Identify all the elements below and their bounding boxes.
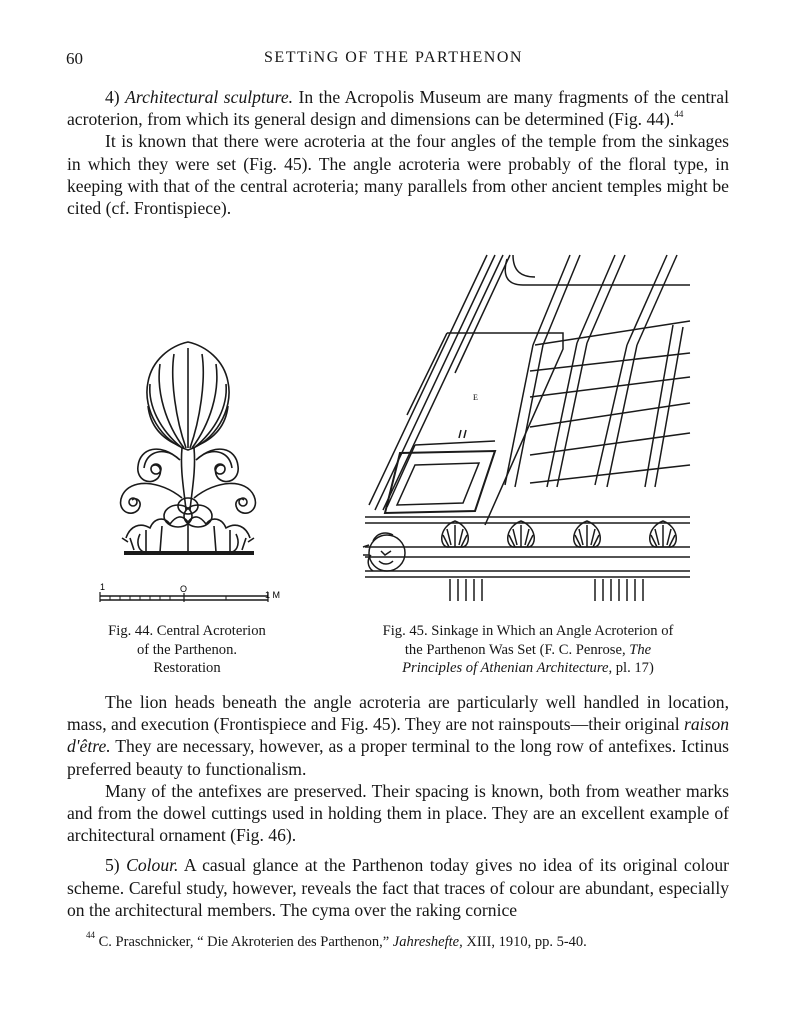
lion-heads-text-b: They are necessary, however, as a proper terminal to the long row of antefixes. Ictinus preferred beauty to functionalism.	[67, 736, 729, 779]
antefixes-paragraph: Many of the antefixes are preserved. Their spacing is known, both from weather marks and from the dowel cuttings used in holding them in place. They are an excellent example of architectural ornament (Fig. 46).	[67, 780, 729, 846]
scale-label-left: 1	[100, 582, 106, 592]
fig45-caption-line3-italic: Principles of Athenian Architecture,	[402, 660, 613, 676]
acroteria-paragraph: It is known that there were acroteria at the four angles of the temple from the sinkages in which they were set (Fig. 45). The angle acroteria were probably of the floral type, in keeping with that of the central acroteria; many parallels from other ancient temples might be cited (cf. Frontispiece).	[67, 131, 729, 219]
section-5-paragraph	[67, 854, 729, 921]
fig44-caption-line2: of the Parthenon.	[136, 641, 238, 658]
fig44-caption-line1: Fig. 44. Central Acroterion	[108, 623, 266, 639]
top-text	[67, 86, 729, 219]
footnote-text-b: XIII, 1910, pp. 5-40.	[462, 934, 587, 950]
scale-label-right: 1 M	[265, 590, 281, 600]
section-5-heading: Colour.	[126, 855, 179, 876]
fig45-caption-line3-text: pl. 17)	[612, 660, 654, 676]
fig45-caption-line2	[338, 641, 718, 660]
footnote	[86, 930, 587, 951]
page-header	[0, 49, 787, 71]
footnote-journal: Jahreshefte,	[392, 934, 463, 950]
section-4-paragraph	[67, 86, 729, 130]
fig45-caption-line3	[338, 659, 718, 678]
footnote-text-a: C. Praschnicker, “ Die Akroterien des Parthenon,”	[95, 934, 393, 950]
running-title: SETTiNG OF THE PARTHENON	[264, 49, 523, 66]
fig45-antefix-4	[650, 521, 677, 547]
section-4-text: In the Acropolis Museum are many fragments of the central acroterion, from which its general design and dimensions can be determined (Fig. 44).	[67, 87, 729, 130]
fig45-caption	[338, 622, 718, 678]
fig44-acroterion-drawing	[100, 330, 290, 610]
section-4-number: 4)	[105, 87, 126, 107]
footnote-ref[interactable]: 44	[674, 109, 684, 120]
lion-heads-italic: raison d'être.	[67, 714, 729, 757]
lower-text	[67, 691, 729, 921]
fig44-scale-bar	[100, 582, 280, 602]
page-number: 60	[66, 49, 83, 68]
fig44-caption	[78, 622, 296, 678]
fig45-caption-line2-italic: The	[629, 641, 652, 658]
lion-heads-paragraph	[67, 691, 729, 780]
footnote-marker: 44	[86, 930, 95, 940]
section-5-number: 5)	[105, 855, 127, 876]
fig45-label-e: E	[473, 393, 478, 402]
fig45-antefix-1	[442, 521, 469, 547]
fig45-caption-line2-text: the Parthenon Was Set (F. C. Penrose,	[404, 641, 630, 658]
fig45-antefix-3	[574, 521, 601, 547]
fig45-antefix-2	[508, 521, 535, 547]
fig45-caption-line1: Fig. 45. Sinkage in Which an Angle Acroterion of	[382, 623, 674, 639]
section-4-heading: Architectural sculpture.	[125, 87, 294, 107]
lion-heads-text-a: The lion heads beneath the angle acroteria are particularly well handled in location, mass, and execution (Frontispiece and Fig. 45). They are not rainspouts—their original	[67, 692, 729, 735]
scale-label-zero: O	[180, 584, 188, 594]
fig45-sinkage-drawing	[355, 255, 695, 610]
fig44-caption-line3: Restoration	[153, 660, 221, 676]
section-5-text: A casual glance at the Parthenon today gives no idea of its original colour scheme. Careful study, however, reveals the fact that traces of colour are abundant, especially on the architectural members. The cyma over the raking cornice	[67, 855, 729, 920]
